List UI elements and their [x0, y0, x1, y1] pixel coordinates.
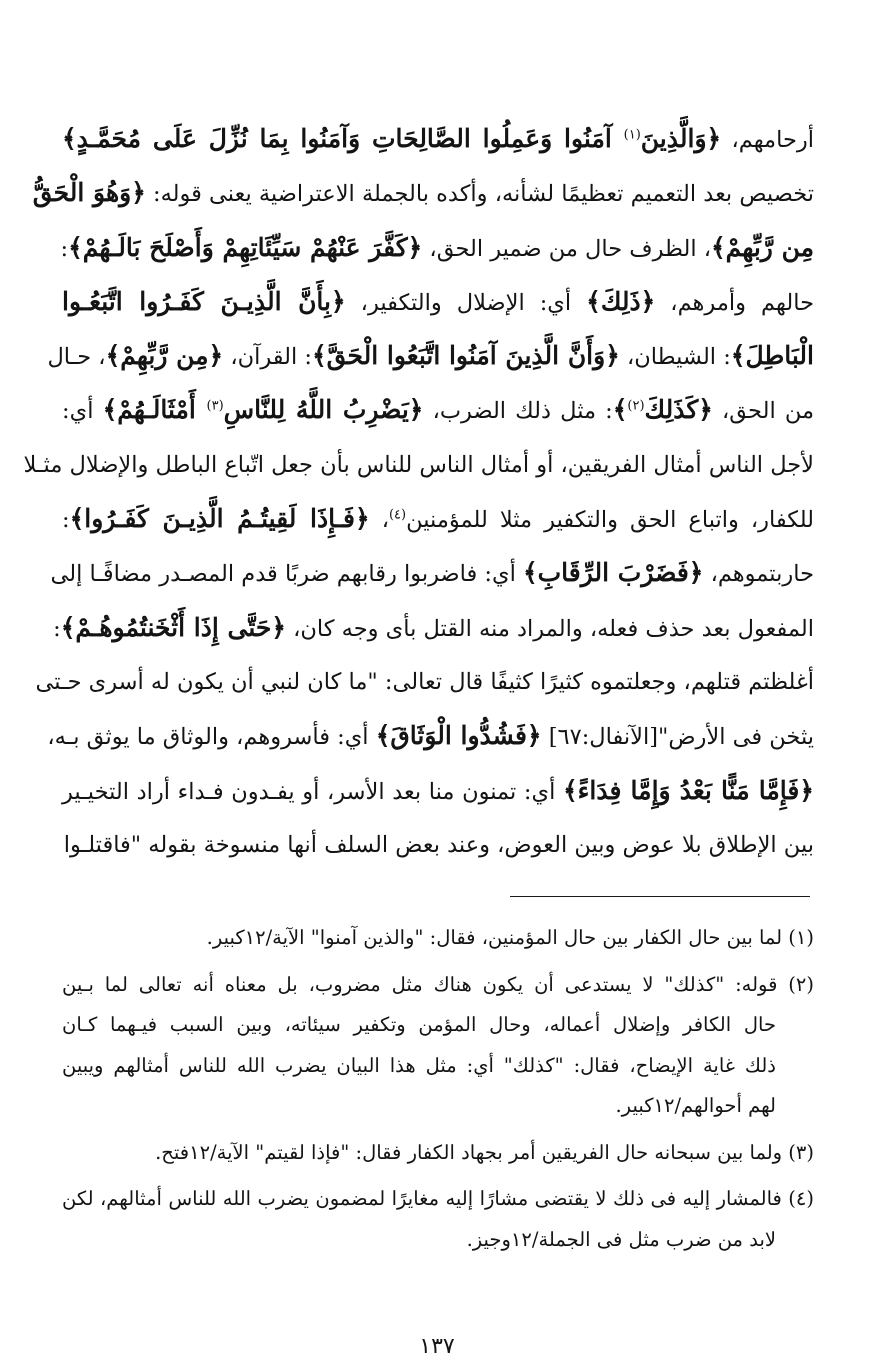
commentary-text: أي: الإضلال والتكفير،: [345, 289, 587, 316]
quran-verse: ﴿فَـإِذَا لَقِيتُـمُ الَّذِيـنَ كَفَـرُوا﴾: [69, 504, 370, 534]
quran-verse: آمَنُوا وَعَمِلُوا الصَّالِحَاتِ وَآمَنُوا بِمَا نُزِّلَ عَلَى مُحَمَّـدٍ﴾: [62, 124, 624, 153]
commentary-text: :: [60, 235, 69, 262]
footnotes: [62, 918, 814, 1260]
quran-verse: ﴿فَشُدُّوا الْوَثَاقَ﴾: [375, 721, 542, 751]
commentary-text: حالهم وأمرهم،: [655, 289, 814, 316]
text-line: [35, 655, 814, 709]
commentary-text: ،: [369, 507, 389, 534]
footnote-line: لهم أحوالهم/١٢كبير.: [615, 1094, 776, 1117]
commentary-text: : مثل ذلك الضرب،: [423, 398, 613, 425]
commentary-text: يثخن فى الأرض"[الآنفال:٦٧]: [541, 724, 814, 751]
text-line: [62, 112, 814, 166]
quran-verse: ﴿وَالَّذِينَ: [640, 124, 722, 153]
text-line: [23, 438, 814, 492]
quran-verse: ﴿يَضْرِبُ اللَّهُ لِلنَّاسِ: [223, 395, 424, 425]
text-line: [50, 546, 814, 600]
commentary-text: أي: تمنون منا بعد الأسر، أو يفـدون فـداء أراد التخيـير: [62, 778, 563, 805]
quran-verse: ﴿وَهُوَ الْحَقُّ: [32, 178, 146, 208]
quran-verse: الْبَاطِلَ﴾: [730, 341, 814, 371]
commentary-text: أي:: [62, 398, 103, 425]
quran-verse: ﴿بِأَنَّ الَّذِيـنَ كَفَـرُوا اتَّبَعُـوا: [62, 286, 346, 316]
footnote: [62, 918, 814, 959]
footnote-separator: [510, 896, 810, 897]
commentary-text: :: [53, 615, 61, 642]
footnote: [62, 965, 814, 1127]
commentary-text: ، الظرف حال من ضمير الحق،: [422, 235, 712, 262]
commentary-text: تخصيص بعد التعميم تعظيمًا لشأنه، وأكده بالجملة الاعتراضية يعنى قوله:: [145, 181, 814, 208]
text-line: [62, 764, 814, 818]
commentary-text: : القرآن،: [223, 344, 313, 371]
quran-verse: ﴾: [612, 395, 628, 425]
commentary-text: لأجل الناس أمثال الفريقين، أو أمثال الناس للناس بأن جعل اتّباع الباطل والإضلال مثـلا: [23, 451, 814, 478]
footnote-line: (٣) ولما بين سبحانه حال الفريقين أمر بجهاد الكفار فقال: "فإذا لقيتم" الآية/١٢فتح.: [155, 1140, 814, 1164]
commentary-text: أغلظتم قتلهم، وجعلتموه كثيرًا كثيفًا قال تعالى: "ما كان لنبي أن يكون له أسرى حـتى: [35, 668, 814, 695]
commentary-text: للكفار، واتباع الحق والتكفير مثلا للمؤمنين: [406, 507, 814, 534]
text-line: [53, 601, 814, 655]
quran-verse: ﴿كَذَلِكَ: [644, 395, 713, 425]
commentary-text: بين الإطلاق بلا عوض وبين العوض، وعند بعض السلف أنها منسوخة بقوله "فاقتلـوا: [63, 831, 814, 858]
quran-verse: ﴿كَفَّرَ عَنْهُمْ سَيِّئَاتِهِمْ وَأَصْلَحَ بَالَـهُمْ﴾: [68, 232, 423, 262]
quran-verse: ﴿فَضَرْبَ الرِّقَابِ﴾: [523, 558, 704, 588]
commentary-text: أي: فاضربوا رقابهم ضربًا قدم المصـدر مضافًـا إلى: [50, 561, 523, 588]
text-line: [62, 221, 814, 275]
footnote-line: (٤) فالمشار إليه فى ذلك لا يقتضى مشارًا إليه مغايرًا لمضمون يضرب الله للناس أمثالهم، لكن: [62, 1187, 814, 1210]
footnote-line: (٢) قوله: "كذلك" لا يستدعى أن يكون هناك مثل مضروب، بل معناه أنه تعالى لما بـين: [62, 972, 814, 996]
commentary-text: :: [62, 507, 70, 534]
footnote-marker: (٣): [206, 398, 224, 414]
footnote: [62, 1133, 814, 1174]
commentary-text: من الحق،: [712, 398, 814, 425]
quran-verse: ﴿وَأَنَّ الَّذِينَ آمَنُوا اتَّبَعُوا الْحَقَّ﴾: [312, 341, 620, 371]
footnote-line: (١) لما بين حال الكفار بين حال المؤمنين، فقال: "والذين آمنوا" الآية/١٢كبير.: [206, 926, 814, 949]
footnote-line: لابد من ضرب مثل فى الجملة/١٢وجيز.: [466, 1227, 776, 1251]
footnote-line: ذلك غاية الإيضاح، فقال: "كذلك" أي: مثل هذا البيان يضرب الله للناس أمثالهم ويبين: [62, 1053, 776, 1077]
footnote: [62, 1179, 814, 1260]
commentary-text: أرحامهم،: [721, 127, 814, 153]
quran-verse: أَمْثَالَـهُمْ﴾: [102, 395, 207, 425]
quran-verse: مِن رَّبِّهِمْ﴾: [711, 232, 814, 262]
commentary-text: حاربتموهم،: [703, 561, 814, 588]
text-line: [47, 329, 814, 383]
footnote-marker: (١): [623, 127, 641, 143]
quran-verse: ﴿فَإِمَّا مَنًّا بَعْدُ وَإِمَّا فِدَاءً﴾: [562, 775, 814, 805]
text-line: [47, 709, 814, 763]
quran-verse: ﴿مِن رَّبِّهِمْ﴾: [105, 341, 224, 371]
commentary-text: : الشيطان،: [619, 344, 731, 371]
quran-verse: ﴿حَتَّى إِذَا أَثْخَنتُمُوهُـمْ﴾: [60, 612, 286, 642]
commentary-text: أي: فأسروهم، والوثاق ما يوثق بـه،: [47, 724, 376, 751]
page-number: ١٣٧: [419, 1334, 455, 1359]
text-line: [62, 275, 814, 329]
main-text: [23, 112, 814, 872]
text-line: [62, 818, 814, 872]
text-line: [62, 492, 814, 546]
footnote-marker: (٤): [388, 507, 407, 523]
quran-verse: ﴿ذَلِكَ﴾: [586, 286, 656, 316]
commentary-text: المفعول بعد حذف فعله، والمراد منه القتل بأى وجه كان،: [285, 615, 814, 642]
text-line: [62, 383, 814, 437]
text-line: [32, 166, 814, 220]
commentary-text: ، حـال: [47, 344, 106, 371]
footnote-line: حال الكافر وإضلال أعماله، وحال المؤمن وتكفير سيئاته، وبين السبب فيـهما كـان: [62, 1013, 776, 1036]
footnote-marker: (٢): [627, 398, 645, 414]
